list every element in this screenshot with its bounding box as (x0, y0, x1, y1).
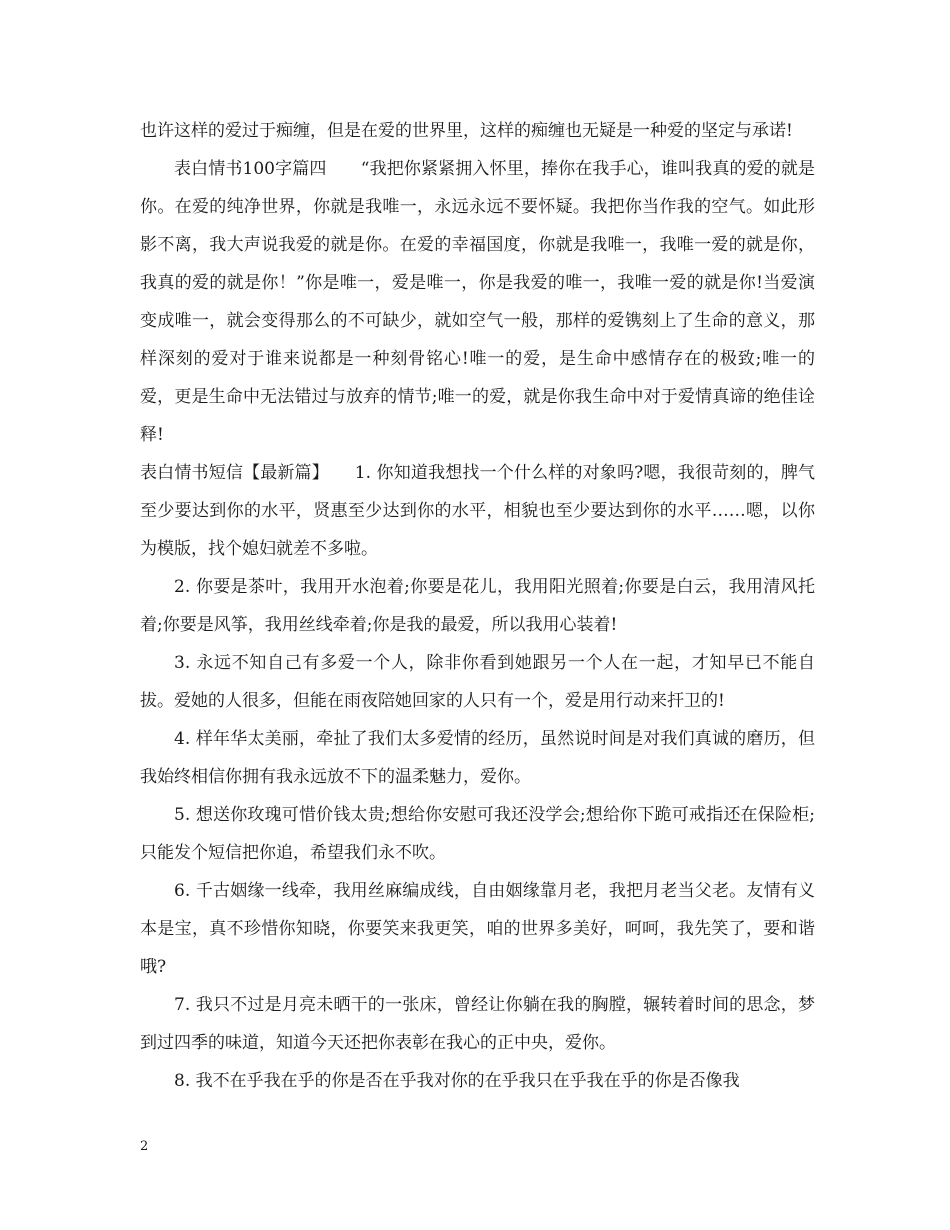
paragraph-6: 4. 样年华太美丽，牵扯了我们太多爱情的经历，虽然说时间是对我们真诚的磨历，但我始终相信你拥有我永远放不下的温柔魅力，爱你。 (140, 729, 815, 787)
paragraph-10: 8. 我不在乎我在乎的你是否在乎我对你的在乎我只在乎我在乎的你是否像我 (174, 1071, 740, 1091)
paragraph-9: 7. 我只不过是月亮未晒干的一张床，曾经让你躺在我的胸膛，辗转着时间的思念，梦到过四季的味道，知道今天还把你表彰在我心的正中央，爱你。 (140, 995, 815, 1053)
body-text (140, 112, 815, 1100)
paragraph-7: 5. 想送你玫瑰可惜价钱太贵;想给你安慰可我还没学会;想给你下跪可戒指还在保险柜;只能发个短信把你追，希望我们永不吹。 (140, 805, 815, 863)
paragraph-5: 3. 永远不知自己有多爱一个人，除非你看到她跟另一个人在一起，才知早已不能自拔。爱她的人很多，但能在雨夜陪她回家的人只有一个，爱是用行动来扞卫的! (140, 653, 815, 711)
paragraph-2: 表白情书100字篇四 “我把你紧紧拥入怀里，捧你在我手心，谁叫我真的爱的就是你。在爱的纯净世界，你就是我唯一，永远永远不要怀疑。我把你当作我的空气。如此形影不离，我大声说我爱的就是你。在爱的幸福国度，你就是我唯一，我唯一爱的就是你，我真的爱的就是你！”你是唯一，爱是唯一，你是我爱的唯一，我唯一爱的就是你!当爱演变成唯一，就会变得那么的不可缺少，就如空气一般，那样的爱镌刻上了生命的意义，那样深刻的爱对于谁来说都是一种刻骨铭心!唯一的爱，是生命中感情存在的极致;唯一的爱，更是生命中无法错过与放弃的情节;唯一的爱，就是你我生命中对于爱情真谛的绝佳诠释! (140, 159, 815, 445)
paragraph-8: 6. 千古姻缘一线牵，我用丝麻编成线，自由姻缘靠月老，我把月老当父老。友情有义本是宝，真不珍惜你知晓，你要笑来我更笑，咱的世界多美好，呵呵，我先笑了，要和谐哦? (140, 881, 815, 977)
paragraph-4: 2. 你要是茶叶，我用开水泡着;你要是花儿，我用阳光照着;你要是白云，我用清风托着;你要是风筝，我用丝线牵着;你是我的最爱，所以我用心装着! (140, 577, 815, 635)
paragraph-3: 表白情书短信【最新篇】 1. 你知道我想找一个什么样的对象吗?嗯，我很苛刻的，脾气至少要达到你的水平，贤惠至少达到你的水平，相貌也至少要达到你的水平……嗯，以你为模版，找个媳妇就差不多啦。 (140, 463, 815, 559)
page-number: 2 (140, 1139, 149, 1154)
paragraph-1: 也许这样的爱过于痴缠，但是在爱的世界里，这样的痴缠也无疑是一种爱的坚定与承诺! (140, 121, 793, 141)
